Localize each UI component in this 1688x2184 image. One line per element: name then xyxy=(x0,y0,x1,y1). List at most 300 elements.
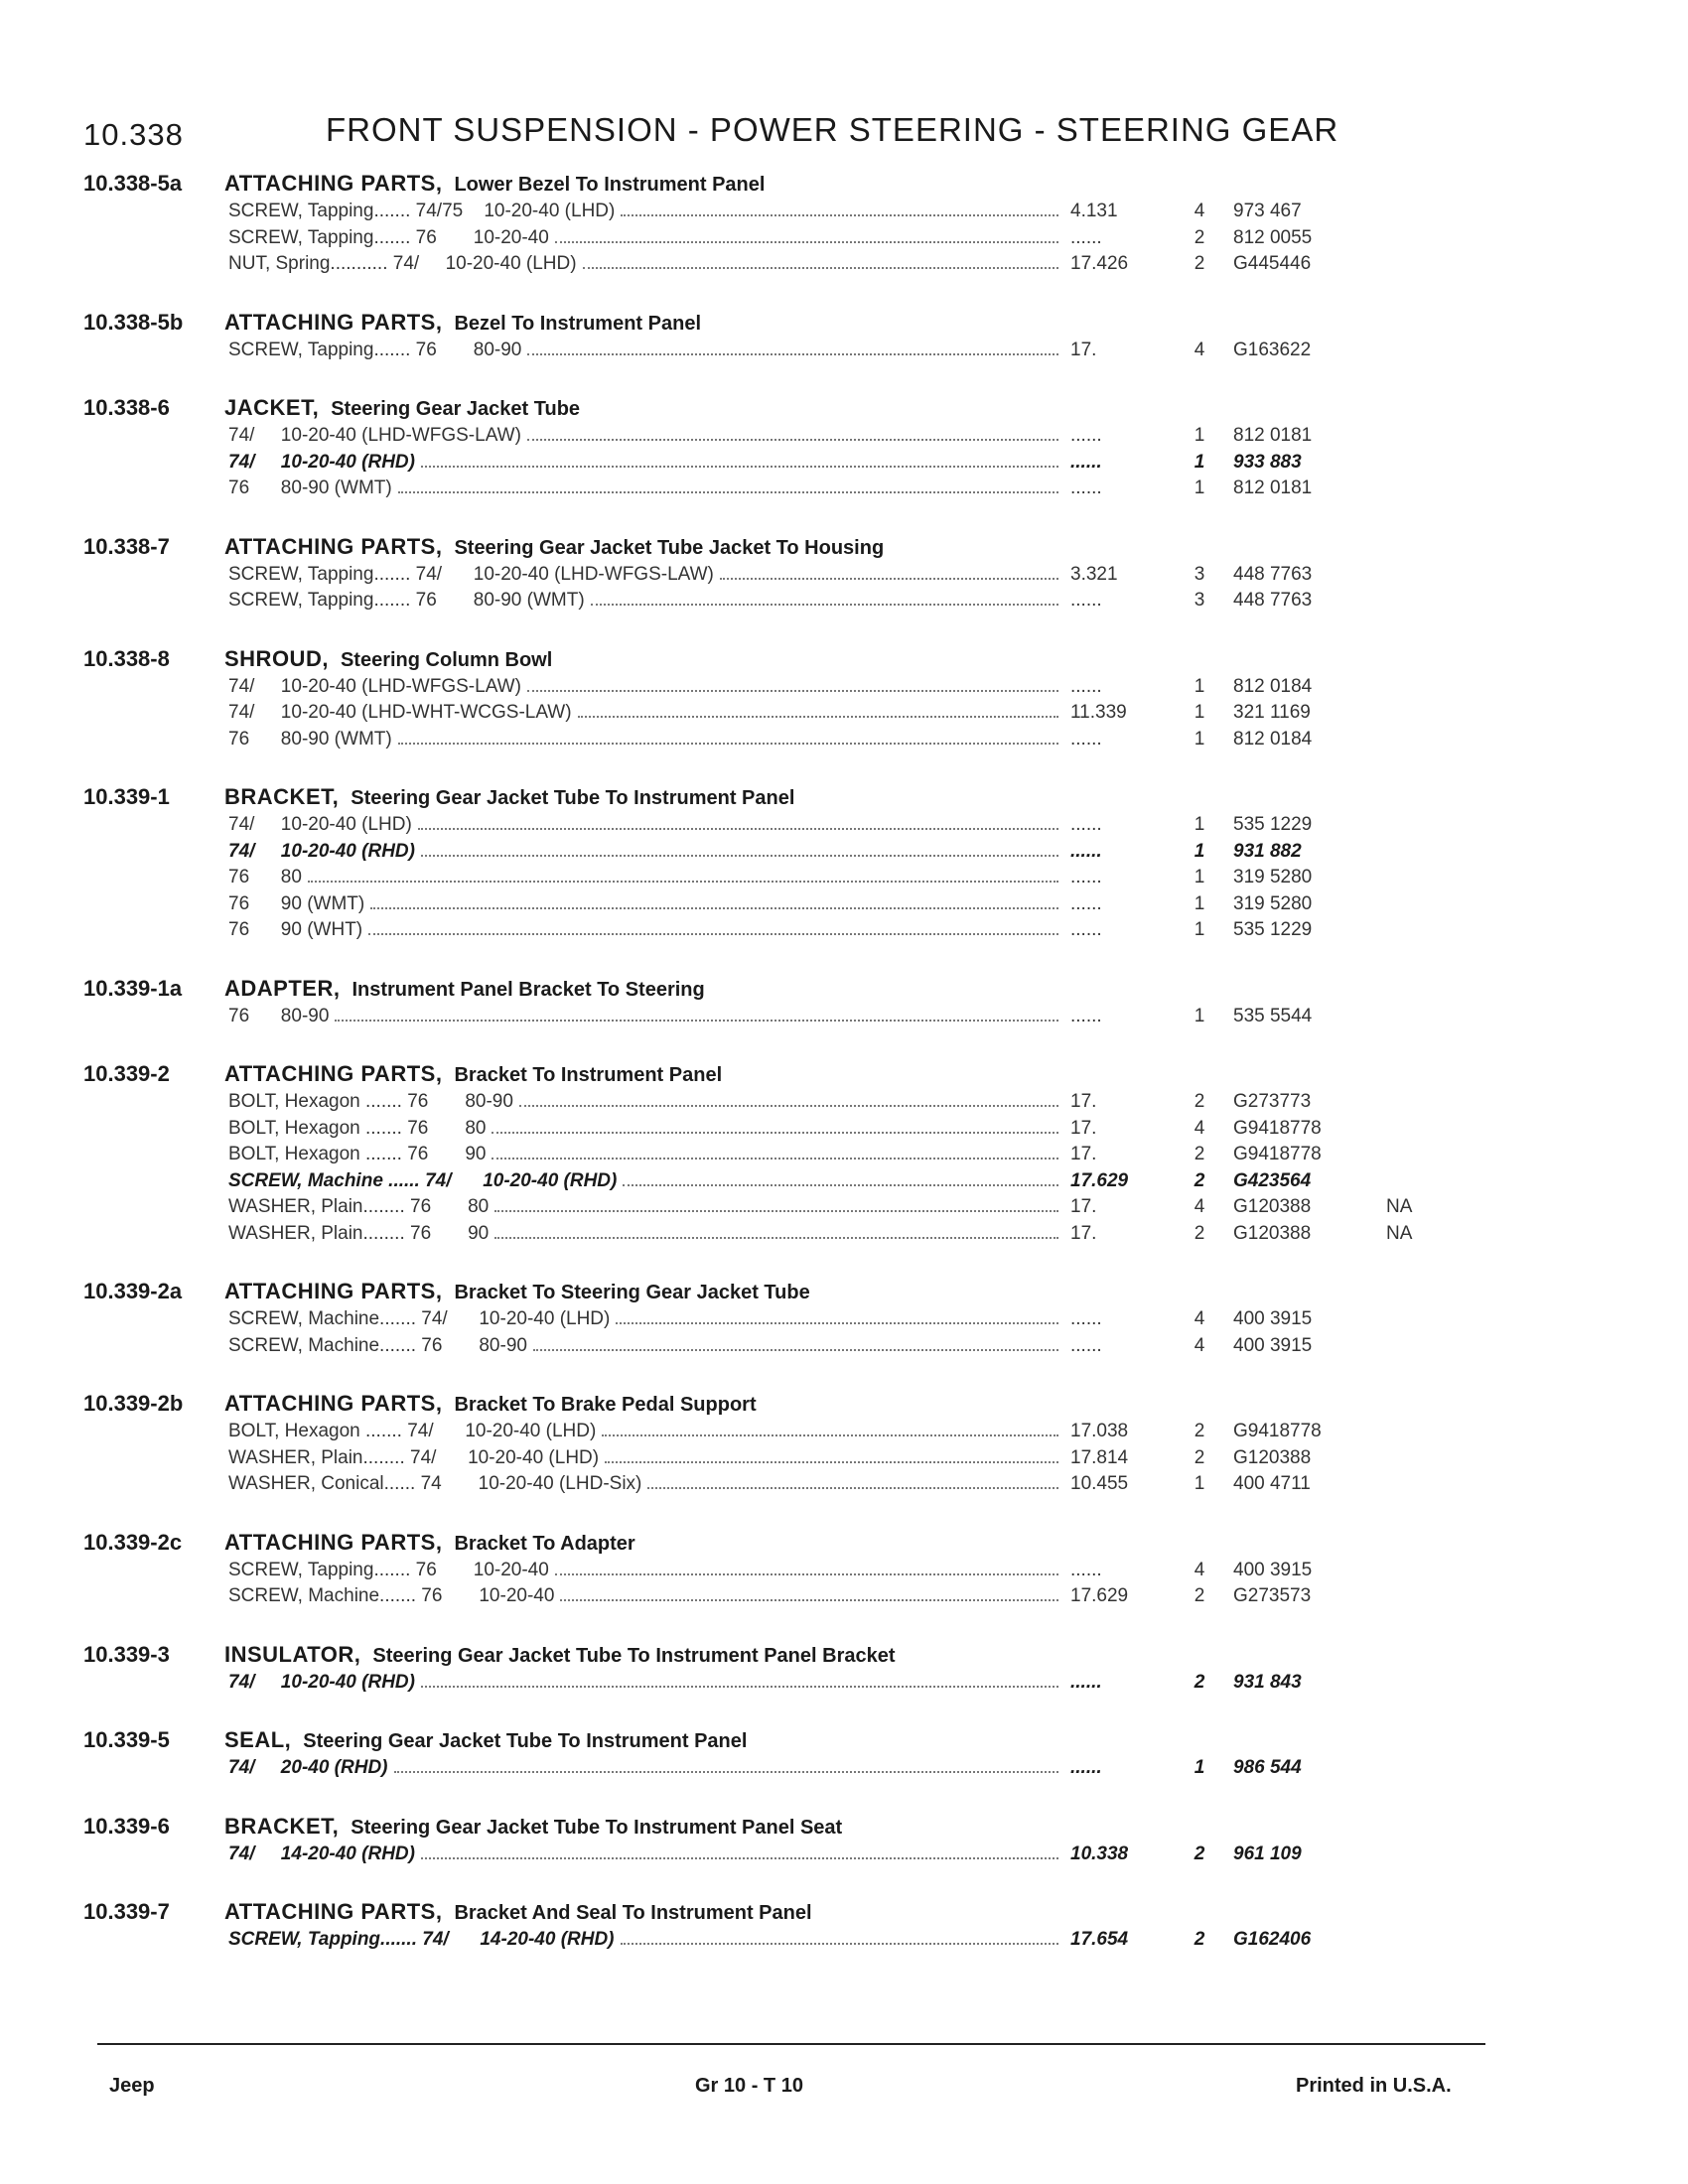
part-number: G273773 xyxy=(1233,1091,1312,1112)
part-application-text: 74/ 10-20-40 (RHD) xyxy=(228,1671,415,1693)
part-number: G120388 xyxy=(1233,1196,1312,1217)
quantity: 2 xyxy=(1194,226,1205,248)
section-part-name: SHROUD, xyxy=(224,645,329,671)
part-row xyxy=(83,841,1474,868)
quantity: 4 xyxy=(1194,1117,1205,1139)
section-part-name: ADAPTER, xyxy=(224,975,341,1001)
reference-number: 11.339 xyxy=(1070,702,1127,723)
dot-leader xyxy=(533,1349,1058,1351)
part-application-text: SCREW, Tapping....... 76 80-90 xyxy=(228,339,522,360)
section-part-name: BRACKET, xyxy=(224,1813,340,1839)
section-number: 10.338-8 xyxy=(83,645,170,671)
part-row xyxy=(83,1672,1474,1699)
part-application-text: SCREW, Tapping....... 74/ 10-20-40 (LHD-WFGS-LAW) xyxy=(228,563,714,585)
part-row xyxy=(83,1929,1474,1956)
footer-group-code: Gr 10 - T 10 xyxy=(695,2075,803,2097)
part-application-text: 74/ 10-20-40 (LHD-WFGS-LAW) xyxy=(228,425,521,446)
part-number: 535 1229 xyxy=(1233,919,1313,940)
part-row xyxy=(83,1223,1474,1250)
section-description: Steering Gear Jacket Tube Jacket To Housing xyxy=(454,536,885,559)
section-part-name: ATTACHING PARTS, xyxy=(224,1529,443,1555)
part-application xyxy=(83,867,1066,888)
part-row xyxy=(83,1144,1474,1170)
part-number: 400 4711 xyxy=(1233,1473,1311,1494)
part-application-text: 76 90 (WMT) xyxy=(228,892,365,914)
part-application xyxy=(83,1473,1066,1495)
section-header xyxy=(83,1530,1474,1560)
reference-number: ...... xyxy=(1070,1334,1102,1356)
quantity: 1 xyxy=(1194,867,1205,887)
part-number: G9418778 xyxy=(1233,1117,1322,1139)
reference-number: 4.131 xyxy=(1070,201,1118,221)
part-number: G445446 xyxy=(1233,253,1312,274)
dot-leader xyxy=(555,241,1058,243)
section-description: Steering Gear Jacket Tube To Instrument Panel Seat xyxy=(351,1816,843,1839)
section-description: Steering Gear Jacket Tube To Instrument Panel Bracket xyxy=(372,1644,896,1667)
part-number: 812 0184 xyxy=(1233,728,1313,750)
part-number: G9418778 xyxy=(1233,1144,1322,1164)
part-row xyxy=(83,478,1474,504)
section-description: Bracket To Steering Gear Jacket Tube xyxy=(454,1282,810,1303)
dot-leader xyxy=(418,828,1058,830)
section-part-name: ATTACHING PARTS, xyxy=(224,1899,443,1924)
reference-number: 17.426 xyxy=(1070,253,1129,274)
part-row xyxy=(83,1118,1474,1145)
part-application-text: WASHER, Conical...... 74 10-20-40 (LHD-Six) xyxy=(228,1473,642,1494)
dot-leader xyxy=(398,491,1058,493)
dot-leader xyxy=(494,1210,1058,1212)
quantity: 1 xyxy=(1194,451,1205,473)
part-number: G423564 xyxy=(1233,1169,1312,1191)
section-description: Steering Gear Jacket Tube To Instrument Panel xyxy=(351,787,795,809)
part-number: 321 1169 xyxy=(1233,702,1311,723)
quantity: 4 xyxy=(1194,339,1205,360)
quantity: 4 xyxy=(1194,1334,1205,1356)
part-application-text: 74/ 10-20-40 (RHD) xyxy=(228,451,415,473)
part-application xyxy=(83,1585,1066,1607)
part-row xyxy=(83,1006,1474,1032)
parts-section xyxy=(83,784,1474,946)
part-application xyxy=(83,425,1066,447)
part-application xyxy=(83,227,1066,249)
part-application xyxy=(83,1929,1066,1951)
part-application xyxy=(83,1447,1066,1469)
parts-section xyxy=(83,1814,1474,1870)
dot-leader xyxy=(368,933,1058,935)
dot-leader xyxy=(602,1434,1058,1436)
dot-leader xyxy=(421,1857,1058,1859)
part-note: NA xyxy=(1386,1222,1413,1244)
section-header xyxy=(83,976,1474,1006)
section-number: 10.338-7 xyxy=(83,533,170,559)
section-header xyxy=(83,534,1474,564)
part-row xyxy=(83,1473,1474,1500)
dot-leader xyxy=(492,1158,1058,1160)
part-application xyxy=(83,1672,1066,1694)
part-row xyxy=(83,227,1474,254)
section-number: 10.339-3 xyxy=(83,1641,170,1667)
part-row xyxy=(83,340,1474,366)
part-row xyxy=(83,1335,1474,1362)
part-row xyxy=(83,201,1474,227)
reference-number: 17.038 xyxy=(1070,1421,1129,1441)
part-application xyxy=(83,676,1066,698)
dot-leader xyxy=(555,1573,1058,1575)
quantity: 2 xyxy=(1194,1585,1205,1606)
part-application xyxy=(83,919,1066,941)
parts-section xyxy=(83,395,1474,504)
reference-number: ...... xyxy=(1070,728,1102,750)
part-application xyxy=(83,1118,1066,1140)
reference-number: ...... xyxy=(1070,1308,1102,1329)
section-header xyxy=(83,1899,1474,1929)
section-number: 10.338-5a xyxy=(83,171,183,196)
part-row xyxy=(83,867,1474,893)
quantity: 2 xyxy=(1194,1421,1205,1441)
dot-leader xyxy=(623,1184,1058,1186)
part-application-text: WASHER, Plain........ 76 90 xyxy=(228,1222,490,1244)
part-application xyxy=(83,729,1066,751)
section-description: Steering Column Bowl xyxy=(340,648,553,671)
part-application-text: 76 80-90 xyxy=(228,1005,330,1026)
section-part-name: JACKET, xyxy=(224,395,320,420)
section-number: 10.339-7 xyxy=(83,1899,170,1924)
footer-brand: Jeep xyxy=(109,2075,155,2097)
reference-number: 17.629 xyxy=(1070,1169,1129,1191)
part-number: 319 5280 xyxy=(1233,892,1313,914)
quantity: 1 xyxy=(1194,675,1205,697)
reference-number: ...... xyxy=(1070,226,1102,248)
section-part-name: ATTACHING PARTS, xyxy=(224,1279,443,1303)
dot-leader xyxy=(335,1020,1058,1022)
part-application xyxy=(83,1091,1066,1113)
section-number: 10.338-5b xyxy=(83,309,184,335)
section-header xyxy=(83,171,1474,201)
part-row xyxy=(83,452,1474,478)
section-number: 10.338-6 xyxy=(83,395,170,420)
part-number: G120388 xyxy=(1233,1222,1312,1244)
section-description: Bracket To Instrument Panel xyxy=(454,1064,723,1086)
dot-leader xyxy=(720,578,1058,580)
reference-number: 17.814 xyxy=(1070,1446,1129,1468)
quantity: 3 xyxy=(1194,590,1205,611)
section-number: 10.339-2a xyxy=(83,1279,183,1303)
part-number: 812 0181 xyxy=(1233,425,1313,446)
section-number: 10.339-1a xyxy=(83,975,183,1001)
part-row xyxy=(83,1091,1474,1118)
dot-leader xyxy=(527,439,1058,441)
part-application-text: 76 80-90 (WMT) xyxy=(228,728,392,750)
quantity: 4 xyxy=(1194,201,1205,221)
quantity: 2 xyxy=(1194,253,1205,274)
part-application-text: SCREW, Machine....... 76 10-20-40 xyxy=(228,1585,555,1606)
part-application xyxy=(83,1843,1066,1865)
parts-section xyxy=(83,534,1474,616)
part-application-text: SCREW, Machine....... 74/ 10-20-40 (LHD) xyxy=(228,1308,611,1329)
part-row xyxy=(83,1170,1474,1197)
reference-number: 10.338 xyxy=(1070,1843,1129,1864)
section-number: 10.339-6 xyxy=(83,1813,170,1839)
part-note: NA xyxy=(1386,1196,1413,1217)
part-row xyxy=(83,702,1474,729)
section-header xyxy=(83,1642,1474,1672)
quantity: 2 xyxy=(1194,1144,1205,1164)
part-number: 812 0055 xyxy=(1233,226,1313,248)
dot-leader xyxy=(492,1132,1058,1134)
quantity: 1 xyxy=(1194,425,1205,446)
dot-leader xyxy=(398,743,1058,745)
part-application-text: BOLT, Hexagon ....... 74/ 10-20-40 (LHD) xyxy=(228,1421,597,1441)
dot-leader xyxy=(421,1686,1058,1688)
part-row xyxy=(83,564,1474,591)
part-row xyxy=(83,729,1474,755)
reference-number: 17. xyxy=(1070,1144,1097,1164)
part-row xyxy=(83,1308,1474,1335)
dot-leader xyxy=(583,267,1058,269)
reference-number: 17. xyxy=(1070,1117,1097,1139)
section-header xyxy=(83,1391,1474,1421)
part-application xyxy=(83,1223,1066,1245)
part-application xyxy=(83,564,1066,586)
part-number: 535 1229 xyxy=(1233,814,1313,835)
part-number: 319 5280 xyxy=(1233,867,1313,887)
dot-leader xyxy=(308,881,1058,883)
section-header xyxy=(83,1279,1474,1308)
quantity: 1 xyxy=(1194,478,1205,498)
part-application xyxy=(83,253,1066,275)
dot-leader xyxy=(621,214,1058,216)
part-row xyxy=(83,1421,1474,1447)
section-header xyxy=(83,395,1474,425)
part-application-text: BOLT, Hexagon ....... 76 80-90 xyxy=(228,1091,513,1112)
section-header xyxy=(83,1727,1474,1757)
part-application-text: 74/ 10-20-40 (LHD) xyxy=(228,814,412,835)
reference-number: ...... xyxy=(1070,1559,1102,1580)
part-number: 812 0181 xyxy=(1233,478,1313,498)
part-application-text: SCREW, Machine ...... 74/ 10-20-40 (RHD) xyxy=(228,1169,618,1191)
section-part-name: ATTACHING PARTS, xyxy=(224,533,443,559)
part-number: 933 883 xyxy=(1233,451,1302,473)
quantity: 4 xyxy=(1194,1559,1205,1580)
quantity: 2 xyxy=(1194,1929,1205,1950)
part-application xyxy=(83,1006,1066,1027)
part-application-text: SCREW, Tapping....... 74/75 10-20-40 (LHD) xyxy=(228,201,616,221)
dot-leader xyxy=(421,466,1058,468)
part-application xyxy=(83,1421,1066,1442)
part-number: 931 882 xyxy=(1233,840,1302,862)
part-application xyxy=(83,590,1066,612)
quantity: 2 xyxy=(1194,1169,1205,1191)
reference-number: ...... xyxy=(1070,1757,1102,1778)
section-number: 10.339-2b xyxy=(83,1391,184,1416)
part-row xyxy=(83,1843,1474,1870)
part-application-text: SCREW, Machine....... 76 80-90 xyxy=(228,1334,527,1356)
section-header xyxy=(83,1814,1474,1843)
reference-number: 17. xyxy=(1070,339,1097,360)
parts-list xyxy=(83,171,1474,1985)
parts-section xyxy=(83,646,1474,755)
dot-leader xyxy=(560,1599,1058,1601)
part-row xyxy=(83,1447,1474,1474)
part-application-text: 76 90 (WHT) xyxy=(228,919,363,940)
reference-number: ...... xyxy=(1070,590,1102,611)
part-number: 400 3915 xyxy=(1233,1334,1313,1356)
quantity: 1 xyxy=(1194,1005,1205,1026)
quantity: 1 xyxy=(1194,892,1205,914)
part-number: G162406 xyxy=(1233,1929,1312,1950)
reference-number: ...... xyxy=(1070,675,1102,697)
part-row xyxy=(83,1585,1474,1612)
part-application xyxy=(83,1196,1066,1218)
dot-leader xyxy=(519,1105,1058,1107)
parts-section xyxy=(83,1899,1474,1956)
part-number: 812 0184 xyxy=(1233,675,1313,697)
section-part-name: ATTACHING PARTS, xyxy=(224,1391,443,1416)
quantity: 2 xyxy=(1194,1091,1205,1112)
dot-leader xyxy=(647,1487,1058,1489)
part-application-text: 76 80 xyxy=(228,867,302,887)
part-row xyxy=(83,919,1474,946)
quantity: 2 xyxy=(1194,1446,1205,1468)
section-part-name: ATTACHING PARTS, xyxy=(224,309,443,335)
parts-section xyxy=(83,1279,1474,1361)
section-number: 10.339-2c xyxy=(83,1529,183,1555)
parts-section xyxy=(83,1727,1474,1784)
part-row xyxy=(83,1757,1474,1784)
reference-number: ...... xyxy=(1070,919,1102,940)
part-application-text: BOLT, Hexagon ....... 76 90 xyxy=(228,1144,487,1164)
parts-section xyxy=(83,1061,1474,1249)
quantity: 1 xyxy=(1194,702,1205,723)
reference-number: 17.629 xyxy=(1070,1585,1129,1606)
section-description: Bracket And Seal To Instrument Panel xyxy=(454,1902,812,1924)
reference-number: ...... xyxy=(1070,478,1102,498)
dot-leader xyxy=(621,1943,1058,1945)
part-number: 931 843 xyxy=(1233,1671,1302,1693)
part-row xyxy=(83,1196,1474,1223)
part-application xyxy=(83,452,1066,474)
quantity: 4 xyxy=(1194,1196,1205,1217)
section-part-name: ATTACHING PARTS, xyxy=(224,171,443,196)
part-application xyxy=(83,841,1066,863)
part-application-text: 74/ 14-20-40 (RHD) xyxy=(228,1843,415,1864)
part-application xyxy=(83,478,1066,499)
page-section-code: 10.338 xyxy=(83,117,184,152)
quantity: 1 xyxy=(1194,919,1205,940)
reference-number: 17. xyxy=(1070,1222,1097,1244)
section-part-name: ATTACHING PARTS, xyxy=(224,1061,443,1086)
reference-number: ...... xyxy=(1070,1671,1102,1693)
part-application-text: 74/ 10-20-40 (RHD) xyxy=(228,840,415,862)
dot-leader xyxy=(370,907,1058,909)
part-application xyxy=(83,814,1066,836)
reference-number: ...... xyxy=(1070,840,1102,862)
part-row xyxy=(83,253,1474,280)
dot-leader xyxy=(494,1237,1058,1239)
section-header xyxy=(83,1061,1474,1091)
section-header xyxy=(83,784,1474,814)
part-number: 448 7763 xyxy=(1233,590,1313,611)
part-application-text: 76 80-90 (WMT) xyxy=(228,478,392,498)
reference-number: 10.455 xyxy=(1070,1473,1129,1494)
part-row xyxy=(83,590,1474,616)
dot-leader xyxy=(605,1461,1058,1463)
part-application xyxy=(83,1308,1066,1330)
reference-number: 17. xyxy=(1070,1091,1097,1112)
part-number: 986 544 xyxy=(1233,1757,1302,1778)
part-application xyxy=(83,340,1066,361)
part-application-text: WASHER, Plain........ 76 80 xyxy=(228,1196,490,1217)
quantity: 1 xyxy=(1194,1473,1205,1494)
parts-section xyxy=(83,171,1474,280)
part-application-text: 74/ 10-20-40 (LHD-WHT-WCGS-LAW) xyxy=(228,702,572,723)
part-application xyxy=(83,1335,1066,1357)
parts-section xyxy=(83,976,1474,1032)
part-application xyxy=(83,702,1066,724)
reference-number: 3.321 xyxy=(1070,563,1118,585)
quantity: 3 xyxy=(1194,563,1205,585)
section-description: Bezel To Instrument Panel xyxy=(454,312,702,335)
section-part-name: INSULATOR, xyxy=(224,1641,361,1667)
parts-section xyxy=(83,1391,1474,1500)
part-number: 961 109 xyxy=(1233,1843,1302,1864)
part-number: G9418778 xyxy=(1233,1421,1322,1441)
quantity: 4 xyxy=(1194,1308,1205,1329)
part-number: G120388 xyxy=(1233,1446,1312,1468)
section-description: Bracket To Brake Pedal Support xyxy=(454,1394,757,1416)
reference-number: ...... xyxy=(1070,425,1102,446)
reference-number: ...... xyxy=(1070,892,1102,914)
part-application-text: WASHER, Plain........ 74/ 10-20-40 (LHD) xyxy=(228,1446,600,1468)
dot-leader xyxy=(591,604,1058,606)
part-application-text: BOLT, Hexagon ....... 76 80 xyxy=(228,1117,487,1139)
part-application xyxy=(83,1144,1066,1165)
quantity: 1 xyxy=(1194,840,1205,862)
section-part-name: BRACKET, xyxy=(224,784,340,809)
part-application-text: NUT, Spring........... 74/ 10-20-40 (LHD) xyxy=(228,253,577,274)
part-number: G273573 xyxy=(1233,1585,1312,1606)
quantity: 1 xyxy=(1194,814,1205,835)
part-application-text: 74/ 10-20-40 (LHD-WFGS-LAW) xyxy=(228,675,521,697)
reference-number: 17.654 xyxy=(1070,1929,1129,1950)
dot-leader xyxy=(616,1322,1058,1324)
section-number: 10.339-5 xyxy=(83,1727,170,1752)
section-description: Lower Bezel To Instrument Panel xyxy=(454,174,766,196)
part-row xyxy=(83,1560,1474,1586)
dot-leader xyxy=(527,353,1058,355)
part-number: 448 7763 xyxy=(1233,563,1313,585)
part-application xyxy=(83,1560,1066,1581)
part-application xyxy=(83,893,1066,915)
part-number: 400 3915 xyxy=(1233,1559,1313,1580)
reference-number: ...... xyxy=(1070,451,1102,473)
parts-section xyxy=(83,1642,1474,1699)
parts-section xyxy=(83,1530,1474,1612)
quantity: 1 xyxy=(1194,1757,1205,1778)
reference-number: 17. xyxy=(1070,1196,1097,1217)
section-header xyxy=(83,310,1474,340)
section-description: Bracket To Adapter xyxy=(454,1532,635,1555)
part-row xyxy=(83,676,1474,703)
parts-section xyxy=(83,310,1474,366)
part-application xyxy=(83,1170,1066,1192)
part-row xyxy=(83,425,1474,452)
part-application-text: SCREW, Tapping....... 74/ 14-20-40 (RHD) xyxy=(228,1929,615,1950)
dot-leader xyxy=(394,1771,1059,1773)
part-number: 535 5544 xyxy=(1233,1005,1313,1026)
part-application xyxy=(83,201,1066,222)
dot-leader xyxy=(527,690,1058,692)
